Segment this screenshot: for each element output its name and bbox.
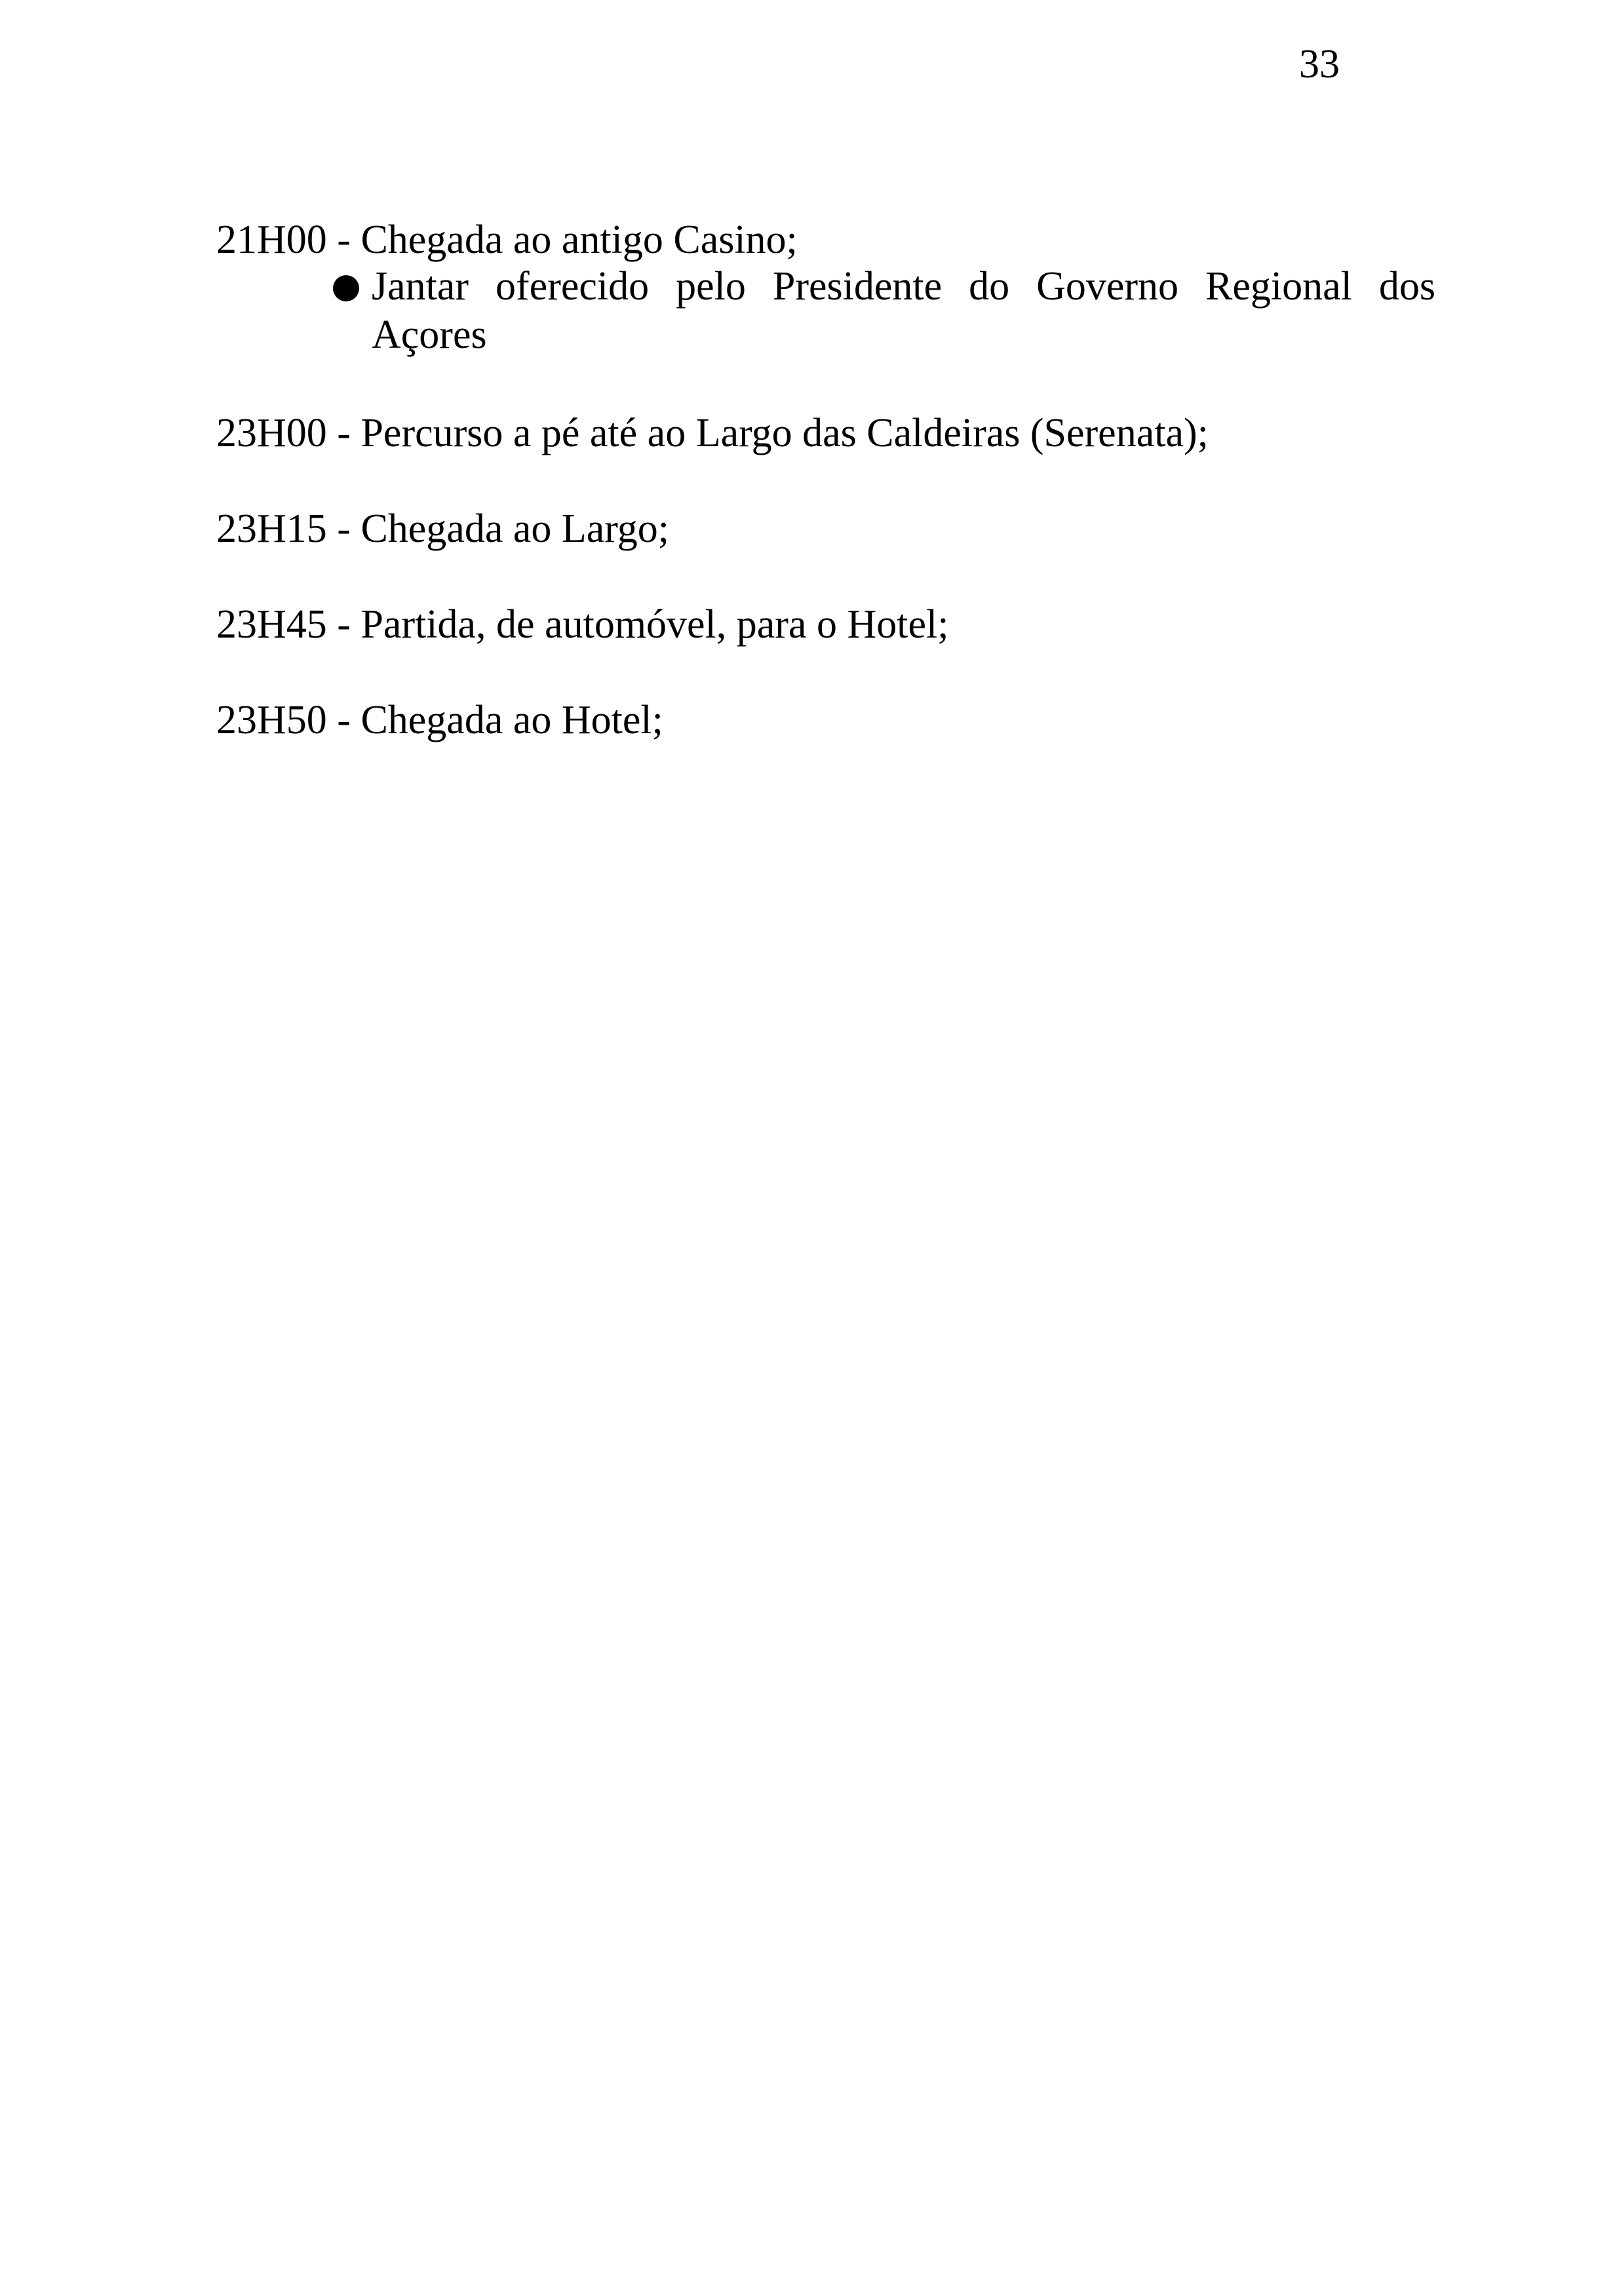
schedule-entry — [216, 410, 1209, 457]
entry-separator: - — [337, 218, 351, 262]
schedule-entry — [216, 216, 798, 263]
entry-text: Chegada ao antigo Casino; — [360, 218, 798, 262]
schedule-entry — [216, 697, 663, 744]
entry-separator: - — [337, 698, 351, 742]
entry-separator: - — [337, 507, 351, 551]
bullet-icon — [333, 275, 359, 301]
entry-time: 23H15 — [216, 507, 327, 551]
schedule-entry — [216, 601, 948, 648]
entry-time: 23H45 — [216, 602, 327, 647]
entry-text: Chegada ao Hotel; — [360, 698, 663, 742]
page-number: 33 — [1299, 42, 1340, 86]
entry-time: 23H50 — [216, 698, 327, 742]
entry-time: 21H00 — [216, 218, 327, 262]
schedule-subitem: Jantar oferecido pelo Presidente do Governo Regional dos Açores — [372, 264, 1435, 357]
entry-time: 23H00 — [216, 411, 327, 455]
entry-text: Percurso a pé até ao Largo das Caldeiras (Serenata); — [360, 411, 1209, 455]
entry-text: Partida, de automóvel, para o Hotel; — [360, 602, 949, 647]
entry-text: Chegada ao Largo; — [360, 507, 670, 551]
entry-separator: - — [337, 411, 351, 455]
schedule-entry — [216, 505, 669, 552]
entry-separator: - — [337, 602, 351, 647]
